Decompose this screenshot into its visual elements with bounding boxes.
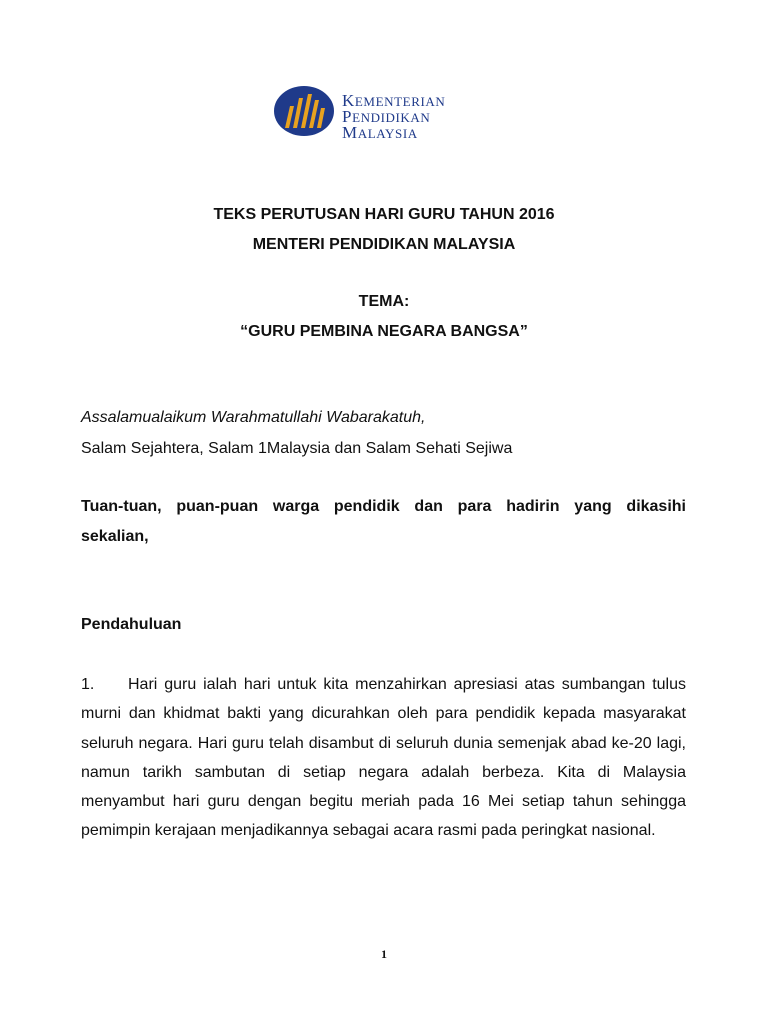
ministry-wordmark [342, 93, 445, 141]
document-subtitle: MENTERI PENDIDIKAN MALAYSIA [252, 236, 516, 253]
greeting-arabic: Assalamualaikum Warahmatullahi Wabarakatuh, [81, 409, 426, 426]
document-title: TEKS PERUTUSAN HARI GURU TAHUN 2016 [213, 206, 555, 223]
logo-line-3: MALAYSIA [342, 123, 418, 142]
paragraph-text: Hari guru ialah hari untuk kita menzahirkan apresiasi atas sumbangan tulus murni dan khidmat bakti yang dicurahkan oleh para pendidik kepada masyarakat seluruh negara. Hari guru telah disambut di seluruh dunia semenjak abad ke-20 lagi, namun tarikh sambutan di setiap negara adalah berbeza. Kita di Malaysia menyambut hari guru dengan begitu meriah pada 16 Mei setiap tahun sehingga pemimpin kerajaan menjadikannya sebagai acara rasmi pada peringkat nasional. [81, 676, 686, 840]
paragraph-number: 1. [81, 676, 95, 693]
ministry-emblem-icon [272, 84, 338, 138]
page-number: 1 [381, 947, 387, 961]
logo-line-1: KEMENTERIAN [342, 91, 446, 110]
theme-value: “GURU PEMBINA NEGARA BANGSA” [240, 323, 528, 340]
address-line-2: sekalian, [81, 528, 149, 545]
theme-label: TEMA: [358, 293, 410, 310]
section-heading: Pendahuluan [81, 616, 182, 633]
paragraph-1 [81, 670, 686, 846]
logo-line-2: PENDIDIKAN [342, 107, 431, 126]
address-line-1: Tuan-tuan, puan-puan warga pendidik dan para hadirin yang dikasihi [81, 498, 686, 515]
ministry-logo [272, 84, 506, 154]
greeting-salam: Salam Sejahtera, Salam 1Malaysia dan Salam Sehati Sejiwa [81, 440, 513, 457]
